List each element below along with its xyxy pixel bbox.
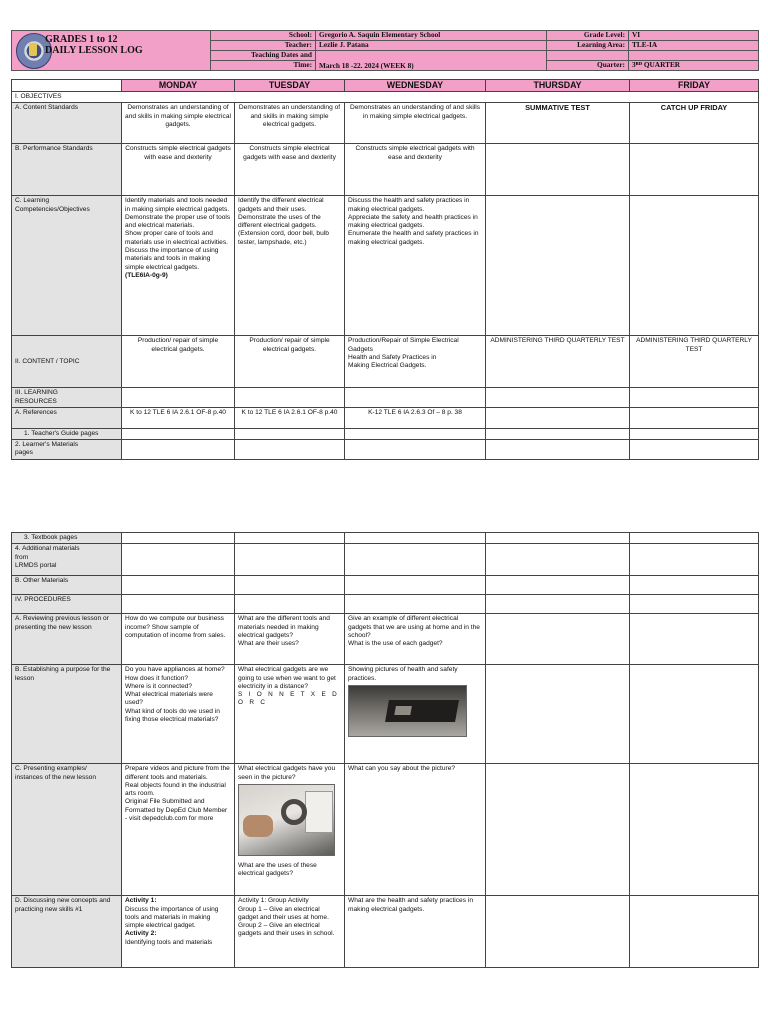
content-topic-wed: Production/Repair of Simple Electrical Gadgets Health and Safety Practices in Making Electrical Gadgets. <box>345 336 486 388</box>
purpose-wed <box>345 665 486 764</box>
competencies-label: C. Learning Competencies/Objectives <box>12 196 122 336</box>
presenting-mon: Prepare videos and picture from the different tools and materials. Real objects found in the industrial arts room. Original File Submitted and Formatted by DepEd Club Member - visit depedclub.com for more <box>122 764 235 896</box>
learning-resources-label: III. LEARNING RESOURCES <box>12 388 122 408</box>
competencies-tue: Identify the different electrical gadgets and their uses. Demonstrate the uses of the different electrical gadgets. (Extension cord, door bell, bulb tester, lampshade, etc.) <box>235 196 345 336</box>
day-monday: MONDAY <box>122 80 235 92</box>
day-tuesday: TUESDAY <box>235 80 345 92</box>
presenting-label: C. Presenting examples/ instances of the new lesson <box>12 764 122 896</box>
day-wednesday: WEDNESDAY <box>345 80 486 92</box>
health-safety-photo <box>348 685 467 737</box>
daily-lesson-log-title: DAILY LESSON LOG <box>45 45 143 56</box>
teacher-value: Lezlie J. Patana <box>316 41 547 51</box>
purpose-tue-text: What electrical gadgets are we going to use when we want to get electricity in a distance? <box>238 666 336 690</box>
school-value: Gregorio A. Saquin Elementary School <box>316 31 547 41</box>
summative-test-label: SUMMATIVE TEST <box>486 103 630 144</box>
header-title-cell <box>12 31 211 71</box>
procedures-label: IV. PROCEDURES <box>12 595 122 614</box>
teaching-dates-label: Teaching Dates and <box>211 51 316 61</box>
references-mon: K to 12 TLE 6 IA 2.6.1 OF-8 p.40 <box>122 407 235 428</box>
teaching-dates-value: March 18 -22. 2024 (WEEK 8) <box>316 51 547 71</box>
purpose-mon: Do you have appliances at home? How does it function? Where is it connected? What electrical materials were used? What kind of tools do we used in fixing those electrical materials? <box>122 665 235 764</box>
content-topic-label: II. CONTENT / TOPIC <box>12 336 122 388</box>
references-tue: K to 12 TLE 6 IA 2.6.1 OF-8 p.40 <box>235 407 345 428</box>
reviewing-mon: How do we compute our business income? Show sample of computation of income from sales. <box>122 614 235 665</box>
performance-standards-wed: Constructs simple electrical gadgets with ease and dexterity <box>345 144 486 196</box>
reviewing-tue: What are the different tools and materials needed in making electrical gadgets? What are their uses? <box>235 614 345 665</box>
content-standards-label: A. Content Standards <box>12 103 122 144</box>
presenting-wed: What can you say about the picture? <box>345 764 486 896</box>
purpose-tue <box>235 665 345 764</box>
competencies-mon-text: Identify materials and tools needed in making simple electrical gadgets. Demonstrate the proper use of tools and electrical materials. Show proper care of tools and materials use in electrical activities. Discuss the importance of using materials and tools in making simple electrical gadgets. <box>125 197 231 271</box>
quarter-value: 3ᴿᴰ QUARTER <box>629 61 759 71</box>
lesson-log-table-2 <box>11 532 759 968</box>
day-thursday: THURSDAY <box>486 80 630 92</box>
content-standards-tue: Demonstrates an understanding of and skills in making simple electrical gadgets. <box>235 103 345 144</box>
discussing-wed: What are the health and safety practices in making electrical gadgets. <box>345 896 486 968</box>
purpose-wed-text: Showing pictures of health and safety practices. <box>348 666 458 682</box>
lesson-log-table-1 <box>11 79 759 460</box>
day-friday: FRIDAY <box>630 80 759 92</box>
activity-2-text: Identifying tools and materials <box>125 938 213 946</box>
content-topic-fri: ADMINISTERING THIRD QUARTERLY TEST <box>630 336 759 388</box>
presenting-tue-uses: What are the uses of these electrical gadgets? <box>238 861 317 878</box>
discussing-label: D. Discussing new concepts and practicing new skills #1 <box>12 896 122 968</box>
grades-title: GRADES 1 to 12 <box>45 34 118 45</box>
teacher-label: Teacher: <box>211 41 316 51</box>
learners-materials-label: 2. Learner's Materials pages <box>12 440 122 460</box>
performance-standards-mon: Constructs simple electrical gadgets with ease and dexterity <box>122 144 235 196</box>
competencies-wed: Discuss the health and safety practices in making electrical gadgets. Appreciate the safety and health practices in making electrical gadgets. Enumerate the health and safety practices in making electrical gadgets. <box>345 196 486 336</box>
grade-level-label: Grade Level: <box>547 31 629 41</box>
discussing-mon <box>122 896 235 968</box>
quarter-label: Quarter: <box>547 61 629 71</box>
learning-area-label: Learning Area: <box>547 41 629 51</box>
grade-level-value: VI <box>629 31 759 41</box>
teachers-guide-label: 1. Teacher's Guide pages <box>12 428 122 439</box>
references-wed: K-12 TLE 6 IA 2.6.3 Of – 8 p. 38 <box>345 407 486 428</box>
textbook-pages-label: 3. Textbook pages <box>12 533 122 544</box>
scrambled-word: S I O N N E T X E D O R C <box>238 691 339 707</box>
presenting-tue <box>235 764 345 896</box>
additional-materials-label: 4. Additional materials from LRMDS portal <box>12 544 122 576</box>
learning-area-value: TLE-IA <box>629 41 759 51</box>
performance-standards-label: B. Performance Standards <box>12 144 122 196</box>
activity-1-label: Activity 1: <box>125 897 157 905</box>
header-table <box>11 30 759 71</box>
objectives-heading: I. OBJECTIVES <box>12 92 759 103</box>
time-label: Time: <box>211 61 316 71</box>
purpose-label: B. Establishing a purpose for the lesson <box>12 665 122 764</box>
electrical-gadget-photo <box>238 784 335 856</box>
reviewing-wed: Give an example of different electrical gadgets that we are using at home and in the school? What is the use of each gadget? <box>345 614 486 665</box>
competencies-mon <box>122 196 235 336</box>
catch-up-friday-label: CATCH UP FRIDAY <box>630 103 759 144</box>
references-label: A. References <box>12 407 122 428</box>
content-topic-thu: ADMINISTERING THIRD QUARTERLY TEST <box>486 336 630 388</box>
performance-standards-tue: Constructs simple electrical gadgets with ease and dexterity <box>235 144 345 196</box>
content-topic-mon: Production/ repair of simple electrical gadgets. <box>122 336 235 388</box>
content-standards-mon: Demonstrates an understanding of and skills in making simple electrical gadgets. <box>122 103 235 144</box>
activity-2-label: Activity 2: <box>125 930 157 938</box>
discussing-tue: Activity 1: Group Activity Group 1 – Give an electrical gadget and their uses at home. Group 2 – Give an electrical gadgets and their uses in school. <box>235 896 345 968</box>
other-materials-label: B. Other Materials <box>12 576 122 595</box>
content-topic-tue: Production/ repair of simple electrical gadgets. <box>235 336 345 388</box>
competency-code: (TLE6IA-0g-9) <box>125 271 168 279</box>
content-standards-wed: Demonstrates an understanding of and skills in making simple electrical gadgets. <box>345 103 486 144</box>
reviewing-label: A. Reviewing previous lesson or presenting the new lesson <box>12 614 122 665</box>
presenting-tue-question: What electrical gadgets have you seen in the picture? <box>238 765 336 781</box>
activity-1-text: Discuss the importance of using tools and materials in making simple electrical gadget. <box>125 905 219 930</box>
school-label: School: <box>211 31 316 41</box>
